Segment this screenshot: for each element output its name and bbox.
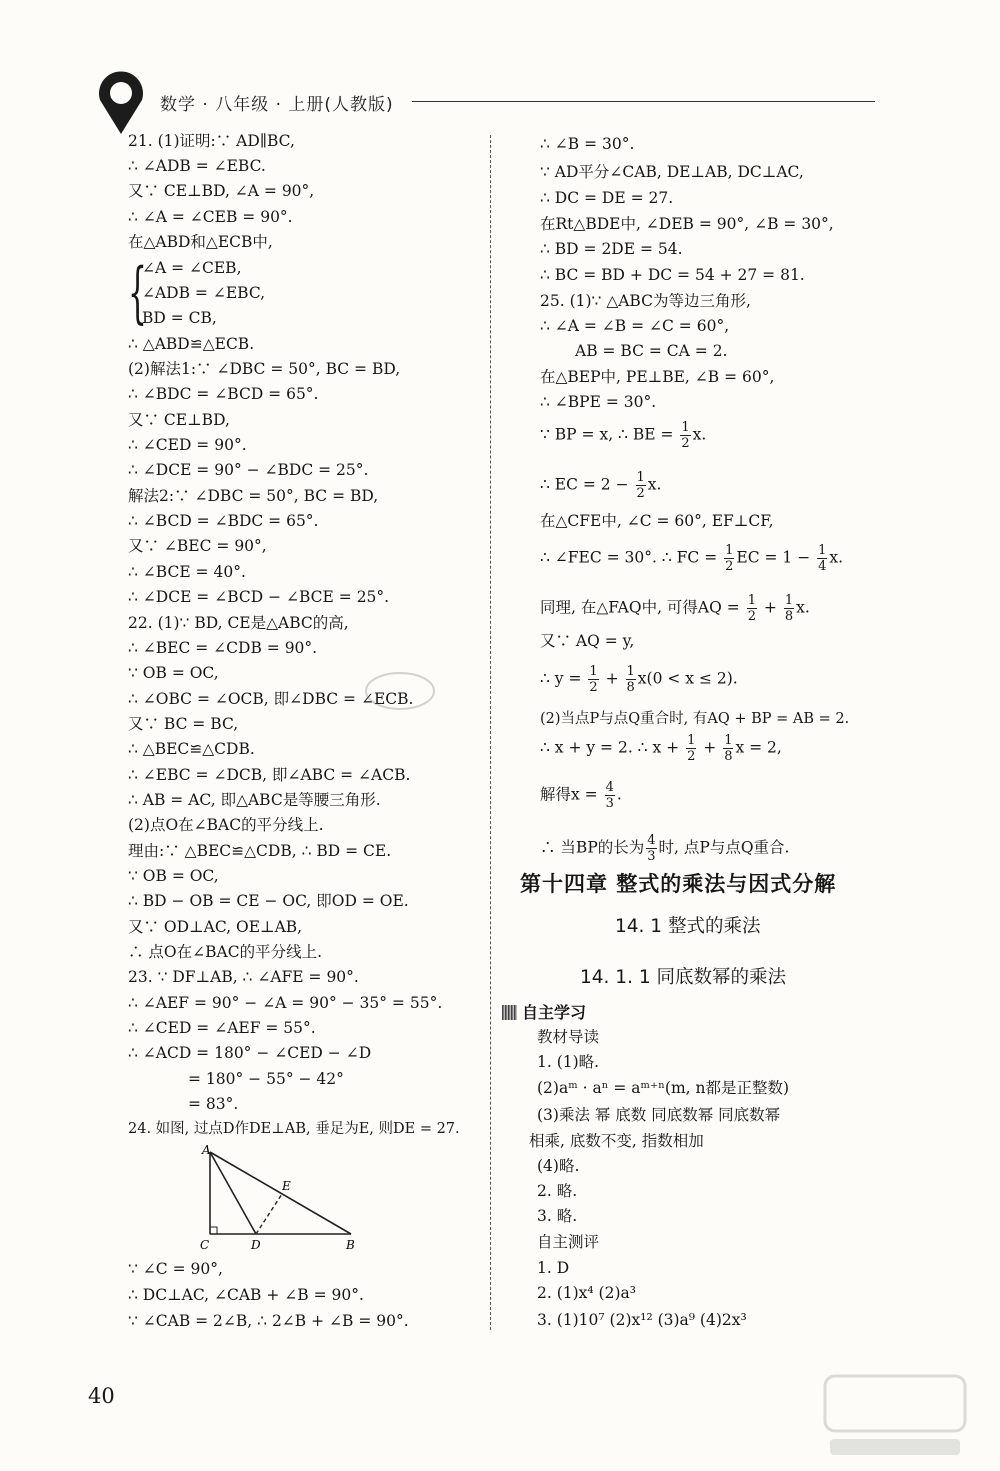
text-line: 1. D (537, 1259, 570, 1277)
text-line: ∴ DC = DE = 27. (540, 189, 674, 207)
text-line: 相乘, 底数不变, 指数相加 (529, 1132, 704, 1150)
text-line: BD = CB, (142, 309, 217, 327)
text-segment: x = 2, (735, 738, 782, 757)
numerator: 1 (681, 420, 690, 435)
school-logo (86, 66, 156, 136)
text-line: 21. (1)证明:∵ AD∥BC, (128, 132, 295, 150)
triangle-figure (196, 1142, 366, 1257)
text-segment: 时, 点P与点Q重合. (658, 838, 790, 857)
numerator: 4 (605, 780, 614, 795)
text-line: (4)略. (537, 1157, 580, 1175)
text-line: ∴ BD − OB = CE − OC, 即OD = OE. (128, 892, 409, 910)
text-line: ∴ △ABD≌△ECB. (128, 335, 255, 353)
text-line: ∴ BD = 2DE = 54. (540, 240, 683, 258)
numerator: 1 (784, 593, 794, 608)
denominator: 8 (626, 680, 635, 695)
text-line (540, 593, 810, 624)
text-line: ∴ ∠CED = ∠AEF = 55°. (128, 1019, 316, 1037)
denominator: 4 (818, 559, 827, 574)
denominator: 2 (725, 559, 734, 574)
text-segment: ∴ ∠FEC = 30°. ∴ FC = (540, 548, 723, 567)
text-line: ∴ ∠ACD = 180° − ∠CED − ∠D (128, 1044, 372, 1062)
text-line (540, 733, 782, 764)
text-line: 在△CFE中, ∠C = 60°, EF⊥CF, (540, 512, 774, 530)
study-section-title: 自主学习 (522, 1003, 587, 1022)
text-line: ∵ ∠C = 90°, (128, 1260, 223, 1278)
text-segment: . (616, 785, 622, 804)
text-segment: 同理, 在△FAQ中, 可得AQ = (540, 598, 745, 617)
page-number: 40 (88, 1384, 115, 1408)
text-line: 理由:∵ △BEC≌△CDB, ∴ BD = CE. (128, 842, 392, 860)
text-line: 2. 略. (537, 1182, 578, 1200)
text-line: 又∵ BC = BC, (128, 715, 239, 733)
fraction (626, 664, 636, 695)
study-section-icon (502, 1005, 517, 1020)
numerator: 1 (747, 593, 756, 608)
text-line: ∴ ∠A = ∠CEB = 90°. (128, 208, 293, 226)
text-line: ∵ AD平分∠CAB, DE⊥AB, DC⊥AC, (540, 163, 804, 181)
text-line: 在△BEP中, PE⊥BE, ∠B = 60°, (540, 368, 775, 386)
text-line: ∴ ∠BPE = 30°. (540, 393, 657, 411)
denominator: 2 (681, 436, 690, 451)
text-line (540, 543, 843, 574)
text-line: AB = BC = CA = 2. (575, 342, 728, 360)
fraction (605, 780, 615, 811)
text-line: ∴ 点O在∠BAC的平分线上. (128, 943, 322, 961)
text-line: 1. (1)略. (537, 1053, 600, 1071)
text-line: (2)当点P与点Q重合时, 有AQ + BP = AB = 2. (540, 711, 850, 727)
fraction (724, 543, 734, 574)
fraction (784, 593, 794, 624)
text-segment: ∴ 当BP的长为 (540, 838, 645, 857)
text-line: 自主测评 (537, 1233, 600, 1251)
text-line: 又∵ ∠BEC = 90°, (128, 537, 267, 555)
text-line: ∴ ∠BCE = 40°. (128, 563, 246, 581)
watermark-logo (820, 1371, 970, 1461)
text-line: 3. (1)10⁷ (2)x¹² (3)a⁹ (4)2x³ (537, 1311, 747, 1329)
text-line: ∴ BC = BD + DC = 54 + 27 = 81. (540, 266, 805, 284)
text-line: (2)点O在∠BAC的平分线上. (128, 816, 324, 834)
denominator: 8 (784, 609, 794, 624)
text-line: 22. (1)∵ BD, CE是△ABC的高, (128, 614, 349, 632)
text-line: ∴ ∠BEC = ∠CDB = 90°. (128, 639, 318, 657)
text-line (540, 664, 738, 695)
text-line (540, 833, 789, 864)
label-d: D (251, 1238, 261, 1252)
text-line: 又∵ OD⊥AC, OE⊥AB, (128, 918, 303, 936)
text-segment: x. (647, 475, 662, 494)
text-segment: + (600, 669, 624, 688)
text-line: 23. ∵ DF⊥AB, ∴ ∠AFE = 90°. (128, 968, 359, 986)
text-segment: ∴ x + y = 2. ∴ x + (540, 738, 685, 757)
denominator: 2 (687, 749, 696, 764)
text-line: (2)aᵐ · aⁿ = aᵐ⁺ⁿ(m, n都是正整数) (537, 1079, 790, 1097)
header-title: 数学 · 八年级 · 上册(人教版) (160, 95, 394, 115)
segment-ab (210, 1152, 351, 1234)
text-line: 24. 如图, 过点D作DE⊥AB, 垂足为E, 则DE = 27. (128, 1121, 460, 1137)
text-line (540, 420, 706, 451)
text-line: ∴ ∠CED = 90°. (128, 436, 247, 454)
label-c: C (200, 1238, 210, 1252)
text-segment: ∴ y = (540, 669, 587, 688)
text-line: 解法2:∵ ∠DBC = 50°, BC = BD, (128, 487, 379, 505)
numerator: 1 (818, 543, 827, 558)
numerator: 1 (626, 664, 635, 679)
text-segment: x(0 < x ≤ 2). (637, 669, 738, 688)
numerator: 1 (687, 733, 696, 748)
fraction (680, 420, 690, 451)
label-b: B (346, 1238, 355, 1252)
subsection-title: 14. 1. 1 同底数幂的乘法 (580, 967, 786, 988)
text-line: 又∵ AQ = y, (540, 632, 635, 650)
text-line: ∴ △BEC≌△CDB. (128, 740, 255, 758)
text-line: 3. 略. (537, 1207, 578, 1225)
faint-stamp (360, 666, 440, 716)
text-line: 又∵ CE⊥BD, (128, 411, 230, 429)
text-segment: ∴ EC = 2 − (540, 475, 634, 494)
text-segment: x. (796, 598, 810, 617)
text-line: 2. (1)x⁴ (2)a³ (537, 1284, 636, 1302)
section-title: 14. 1 整式的乘法 (615, 916, 761, 937)
text-line: ∵ ∠CAB = 2∠B, ∴ 2∠B + ∠B = 90°. (128, 1312, 409, 1330)
text-line: 在△ABD和△ECB中, (128, 233, 273, 251)
text-line: 教材导读 (537, 1028, 600, 1046)
fraction (588, 664, 598, 695)
denominator: 2 (636, 486, 645, 501)
numerator: 1 (725, 543, 734, 558)
text-line: 25. (1)∵ △ABC为等边三角形, (540, 292, 751, 310)
text-segment: + (758, 598, 782, 617)
fraction (723, 733, 733, 764)
fraction (817, 543, 827, 574)
text-line: ∴ ∠B = 30°. (540, 135, 635, 153)
label-a: A (202, 1143, 211, 1157)
denominator: 2 (589, 680, 598, 695)
text-line: ∴ ∠EBC = ∠DCB, 即∠ABC = ∠ACB. (128, 766, 411, 784)
brace-symbol: { (128, 254, 147, 331)
fraction (646, 833, 656, 864)
text-line: ∵ OB = OC, (128, 664, 219, 682)
text-segment: EC = 1 − (736, 548, 816, 567)
header-rule (412, 101, 875, 102)
denominator: 3 (605, 796, 614, 811)
text-line: ∴ ∠AEF = 90° − ∠A = 90° − 35° = 55°. (128, 994, 443, 1012)
text-line (540, 780, 622, 811)
label-e: E (282, 1179, 291, 1193)
fraction (636, 470, 646, 501)
text-segment: 解得x = (540, 785, 603, 804)
text-line: ∴ ∠A = ∠B = ∠C = 60°, (540, 317, 730, 335)
denominator: 8 (724, 749, 733, 764)
right-angle-mark (210, 1227, 217, 1234)
numerator: 4 (647, 833, 656, 848)
text-line: ∴ ∠BDC = ∠BCD = 65°. (128, 385, 319, 403)
numerator: 1 (724, 733, 733, 748)
denominator: 3 (647, 849, 656, 864)
fraction (747, 593, 757, 624)
text-line: ∴ ∠OBC = ∠OCB, 即∠DBC = ∠ECB. (128, 690, 414, 708)
text-line: 在Rt△BDE中, ∠DEB = 90°, ∠B = 30°, (540, 215, 834, 233)
numerator: 1 (589, 664, 598, 679)
fraction (686, 733, 696, 764)
chapter-title: 第十四章 整式的乘法与因式分解 (520, 872, 837, 896)
segment-de (256, 1194, 282, 1234)
text-line (540, 470, 661, 501)
text-line: ∴ ∠DCE = ∠BCD − ∠BCE = 25°. (128, 588, 390, 606)
text-line: (3)乘法 幂 底数 同底数幂 同底数幂 (537, 1106, 781, 1124)
text-line: 又∵ CE⊥BD, ∠A = 90°, (128, 182, 315, 200)
text-line: ∴ DC⊥AC, ∠CAB + ∠B = 90°. (128, 1286, 364, 1304)
text-line: ∴ ∠BCD = ∠BDC = 65°. (128, 512, 319, 530)
segment-ad (210, 1152, 256, 1234)
column-divider (490, 135, 491, 1330)
text-line: ∴ ∠DCE = 90° − ∠BDC = 25°. (128, 461, 369, 479)
text-line: (2)解法1:∵ ∠DBC = 50°, BC = BD, (128, 360, 401, 378)
text-line: = 83°. (188, 1095, 239, 1113)
text-line: ∠ADB = ∠EBC, (142, 284, 266, 302)
text-line: ∠A = ∠CEB, (142, 259, 242, 277)
denominator: 2 (747, 609, 756, 624)
text-segment: ∵ BP = x, ∴ BE = (540, 425, 679, 444)
text-line: ∵ OB = OC, (128, 867, 219, 885)
text-segment: + (698, 738, 722, 757)
numerator: 1 (636, 470, 645, 485)
text-segment: x. (829, 548, 844, 567)
text-line: = 180° − 55° − 42° (188, 1070, 344, 1088)
text-line: ∴ ∠ADB = ∠EBC. (128, 157, 266, 175)
text-segment: x. (692, 425, 707, 444)
text-line: ∴ AB = AC, 即△ABC是等腰三角形. (128, 791, 381, 809)
